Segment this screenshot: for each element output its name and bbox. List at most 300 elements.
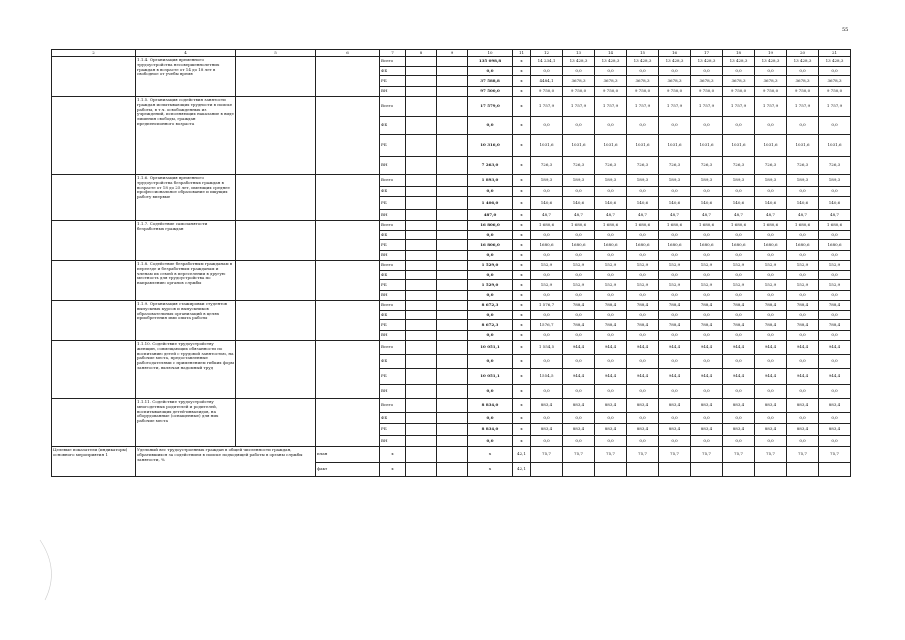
empty-cell bbox=[437, 135, 468, 157]
year-value: 1 757,9 bbox=[659, 97, 691, 117]
x-mark: х bbox=[513, 135, 531, 157]
year-value: 0,0 bbox=[723, 311, 755, 320]
empty-cell bbox=[437, 76, 468, 87]
year-value: 726,3 bbox=[627, 157, 659, 175]
x-mark: х bbox=[513, 436, 531, 447]
empty-cell bbox=[406, 320, 437, 331]
year-value: 13 428,3 bbox=[595, 57, 627, 67]
year-value: 883,4 bbox=[691, 424, 723, 436]
year-value: 0,0 bbox=[787, 251, 819, 261]
year-value: 726,3 bbox=[691, 157, 723, 175]
year-value: 3678,3 bbox=[819, 76, 851, 87]
year-value: 883,4 bbox=[563, 424, 595, 436]
x-mark: х bbox=[513, 311, 531, 320]
x-mark: х bbox=[513, 291, 531, 301]
x-mark: х bbox=[513, 221, 531, 231]
year-value: 189,3 bbox=[531, 175, 563, 187]
year-value: 1 680,6 bbox=[819, 221, 851, 231]
year-value: 189,3 bbox=[691, 175, 723, 187]
year-value: 944,4 bbox=[595, 369, 627, 385]
empty-cell bbox=[406, 301, 437, 311]
year-value: 0,0 bbox=[659, 436, 691, 447]
year-value: 189,3 bbox=[659, 175, 691, 187]
column-number-header: 17 bbox=[691, 50, 723, 57]
year-value: 152,9 bbox=[659, 261, 691, 271]
year-value: 0,0 bbox=[787, 117, 819, 135]
empty-cell bbox=[406, 210, 437, 221]
year-value: 0,0 bbox=[659, 331, 691, 341]
empty-cell bbox=[406, 97, 437, 117]
empty-cell bbox=[236, 261, 316, 301]
total-amount: 0,0 bbox=[468, 331, 513, 341]
year-value: 883,4 bbox=[563, 399, 595, 413]
year-value: 0,0 bbox=[659, 291, 691, 301]
empty-cell bbox=[437, 175, 468, 187]
year-value: 1031,6 bbox=[723, 135, 755, 157]
x-mark: х bbox=[513, 424, 531, 436]
year-value: 0,0 bbox=[755, 251, 787, 261]
year-value: 0,0 bbox=[531, 67, 563, 76]
year-value: 0,0 bbox=[723, 67, 755, 76]
year-value: 0,0 bbox=[659, 311, 691, 320]
column-number-header: 14 bbox=[595, 50, 627, 57]
year-value: 3678,3 bbox=[787, 76, 819, 87]
funding-source: РБ bbox=[380, 135, 406, 157]
funding-source: Всего bbox=[380, 261, 406, 271]
total-amount: 8 672,3 bbox=[468, 301, 513, 311]
column-number-header: 9 bbox=[437, 50, 468, 57]
year-value: 944,4 bbox=[723, 341, 755, 355]
empty-cell bbox=[437, 355, 468, 369]
year-value: 0,0 bbox=[691, 436, 723, 447]
year-value: 152,9 bbox=[627, 261, 659, 271]
total-amount: 0,0 bbox=[468, 67, 513, 76]
x-mark: х bbox=[380, 447, 406, 463]
year-value: 0,0 bbox=[691, 385, 723, 399]
year-value: 1680,6 bbox=[595, 240, 627, 251]
empty-cell bbox=[52, 301, 136, 341]
year-value: 0,0 bbox=[531, 291, 563, 301]
year-value: 726,3 bbox=[531, 157, 563, 175]
year-value: 152,9 bbox=[595, 280, 627, 291]
total-amount: 16 806,0 bbox=[468, 240, 513, 251]
x-mark: х bbox=[513, 261, 531, 271]
year-value: 0,0 bbox=[787, 331, 819, 341]
total-amount: 37 588,8 bbox=[468, 76, 513, 87]
year-value: 189,3 bbox=[819, 175, 851, 187]
year-value: 1680,6 bbox=[723, 240, 755, 251]
budget-table-sheet bbox=[51, 49, 851, 477]
empty-cell bbox=[406, 187, 437, 197]
year-value: 1 576,7 bbox=[531, 301, 563, 311]
year-value: 0,0 bbox=[691, 311, 723, 320]
year-value: 788,4 bbox=[563, 320, 595, 331]
year-value: 189,3 bbox=[787, 175, 819, 187]
year-value: 0,0 bbox=[595, 67, 627, 76]
empty-cell bbox=[406, 331, 437, 341]
year-value: 13 428,3 bbox=[627, 57, 659, 67]
funding-source: ФБ bbox=[380, 271, 406, 280]
column-number-header: 16 bbox=[659, 50, 691, 57]
year-value: 1 680,6 bbox=[563, 221, 595, 231]
year-value: 0,0 bbox=[627, 413, 659, 424]
empty-cell bbox=[406, 291, 437, 301]
year-value: 75,7 bbox=[563, 447, 595, 463]
year-value: 0,0 bbox=[723, 436, 755, 447]
year-value: 0,0 bbox=[531, 231, 563, 240]
empty-cell bbox=[437, 369, 468, 385]
year-value: 1031,6 bbox=[531, 135, 563, 157]
year-value: 189,3 bbox=[723, 175, 755, 187]
empty-cell bbox=[437, 117, 468, 135]
year-value: 0,0 bbox=[723, 271, 755, 280]
year-value: 0,0 bbox=[595, 251, 627, 261]
year-value: 152,9 bbox=[595, 261, 627, 271]
year-value: 48,7 bbox=[691, 210, 723, 221]
total-amount: 1 406,0 bbox=[468, 197, 513, 210]
empty-cell bbox=[406, 413, 437, 424]
empty-cell bbox=[437, 301, 468, 311]
activity-title: 1.1.7. Содействие самозанятости безработных граждан bbox=[136, 221, 236, 261]
x-mark: х bbox=[513, 87, 531, 97]
empty-cell bbox=[236, 57, 316, 97]
empty-cell bbox=[52, 399, 136, 447]
year-value: 0,0 bbox=[755, 331, 787, 341]
activity-title: 1.1.5. Организация содействия занятости граждан испытывающих трудности в поиске работы, в т.ч. освобожденных из учреждений, исполняющих наказание в виде лишения свободы, граждан предпенсионного возраста bbox=[136, 97, 236, 175]
year-value: 788,4 bbox=[787, 320, 819, 331]
year-value: 0,0 bbox=[563, 291, 595, 301]
x-mark: х bbox=[513, 240, 531, 251]
year-value: 0,0 bbox=[531, 187, 563, 197]
year-value: 0,0 bbox=[659, 67, 691, 76]
year-value: 883,4 bbox=[627, 399, 659, 413]
empty-cell bbox=[406, 117, 437, 135]
empty-cell bbox=[437, 157, 468, 175]
empty-cell bbox=[236, 341, 316, 399]
empty-cell bbox=[437, 231, 468, 240]
year-value: 944,4 bbox=[819, 341, 851, 355]
column-number-header: 20 bbox=[787, 50, 819, 57]
year-value: 152,9 bbox=[691, 280, 723, 291]
empty-cell bbox=[437, 320, 468, 331]
year-value: 0,0 bbox=[531, 436, 563, 447]
empty-cell bbox=[406, 87, 437, 97]
year-value: 944,4 bbox=[723, 369, 755, 385]
x-mark: х bbox=[468, 463, 513, 477]
empty-cell bbox=[406, 175, 437, 187]
indicator-label: Целевые показатели (индикаторы) основного мероприятия 1 bbox=[52, 447, 136, 477]
empty-cell bbox=[236, 399, 316, 447]
year-value: 0,0 bbox=[531, 251, 563, 261]
total-amount: 8 672,3 bbox=[468, 320, 513, 331]
year-value: 1 757,9 bbox=[595, 97, 627, 117]
empty-cell bbox=[437, 261, 468, 271]
year-value: 944,4 bbox=[563, 369, 595, 385]
empty-cell bbox=[437, 87, 468, 97]
year-value bbox=[787, 463, 819, 477]
year-value bbox=[819, 463, 851, 477]
year-value: 9 750,0 bbox=[659, 87, 691, 97]
year-value: 883,4 bbox=[819, 424, 851, 436]
year-value: 3678,3 bbox=[755, 76, 787, 87]
year-value: 883,4 bbox=[627, 424, 659, 436]
year-value: 0,0 bbox=[723, 413, 755, 424]
year-value: 152,9 bbox=[755, 280, 787, 291]
empty-cell bbox=[437, 291, 468, 301]
year-value: 726,3 bbox=[595, 157, 627, 175]
year-value: 944,4 bbox=[819, 369, 851, 385]
year-value: 189,3 bbox=[563, 175, 595, 187]
year-value: 1 680,6 bbox=[531, 221, 563, 231]
year-value: 0,0 bbox=[595, 331, 627, 341]
empty-cell bbox=[52, 175, 136, 221]
year-value: 944,4 bbox=[691, 369, 723, 385]
year-value: 0,0 bbox=[595, 271, 627, 280]
indicator-description: Удельный вес трудоустроенных граждан в общей численности граждан, обратившихся за содействием в поиске подходящей работы в органы службы занятости, % bbox=[136, 447, 316, 477]
year-value: 1 757,9 bbox=[627, 97, 659, 117]
year-value: 3678,3 bbox=[627, 76, 659, 87]
year-value: 0,0 bbox=[627, 187, 659, 197]
empty-cell bbox=[437, 210, 468, 221]
year-value: 883,4 bbox=[595, 424, 627, 436]
total-amount: 1 529,0 bbox=[468, 280, 513, 291]
year-value: 189,3 bbox=[627, 175, 659, 187]
year-value: 0,0 bbox=[563, 385, 595, 399]
year-value: 1680,6 bbox=[787, 240, 819, 251]
x-mark: х bbox=[513, 355, 531, 369]
year-value: 0,0 bbox=[691, 271, 723, 280]
year-value: 75,7 bbox=[723, 447, 755, 463]
year-value: 0,0 bbox=[755, 231, 787, 240]
header-row bbox=[52, 50, 851, 57]
total-amount: 0,0 bbox=[468, 436, 513, 447]
year-value: 0,0 bbox=[723, 231, 755, 240]
year-value: 944,4 bbox=[755, 341, 787, 355]
year-value: 0,0 bbox=[819, 187, 851, 197]
year-value: 140,6 bbox=[595, 197, 627, 210]
year-value: 0,0 bbox=[595, 187, 627, 197]
year-value: 0,0 bbox=[595, 291, 627, 301]
funding-source: ВН bbox=[380, 436, 406, 447]
column-number-header: 15 bbox=[627, 50, 659, 57]
year-value: 0,0 bbox=[819, 311, 851, 320]
x-mark: х bbox=[513, 320, 531, 331]
year-value: 0,0 bbox=[819, 231, 851, 240]
year-value: 48,7 bbox=[659, 210, 691, 221]
total-amount: 0,0 bbox=[468, 117, 513, 135]
empty-cell bbox=[52, 57, 136, 97]
year-value: 788,4 bbox=[787, 301, 819, 311]
empty-cell bbox=[316, 341, 380, 399]
year-value: 0,0 bbox=[755, 413, 787, 424]
year-value: 1 757,9 bbox=[755, 97, 787, 117]
year-value: 0,0 bbox=[755, 187, 787, 197]
funding-source: РБ bbox=[380, 197, 406, 210]
year-value: 0,0 bbox=[563, 67, 595, 76]
table-row bbox=[52, 175, 851, 187]
activity-title: 1.1.6. Организация временного трудоустройства безработных граждан в возрасте от 18 до 25 лет, имеющих среднее профессиональное образование и ищущих работу впервые bbox=[136, 175, 236, 221]
total-amount: 10 051,1 bbox=[468, 341, 513, 355]
year-value: 152,9 bbox=[659, 280, 691, 291]
empty-cell bbox=[52, 261, 136, 301]
total-amount: 0,0 bbox=[468, 271, 513, 280]
year-value: 0,0 bbox=[531, 413, 563, 424]
total-amount: 0,0 bbox=[468, 413, 513, 424]
year-value: 788,4 bbox=[659, 301, 691, 311]
year-value: 1 680,6 bbox=[691, 221, 723, 231]
column-number-header: 19 bbox=[755, 50, 787, 57]
empty-cell bbox=[437, 385, 468, 399]
year-value: 140,6 bbox=[531, 197, 563, 210]
x-mark: х bbox=[513, 280, 531, 291]
year-value: 152,9 bbox=[531, 280, 563, 291]
year-value: 788,4 bbox=[723, 320, 755, 331]
activity-title: 1.1.8. Содействие безработным гражданам в переезде и безработным гражданам и членам их семей в переселении в другую местность для трудоустройства по направлению органов службы bbox=[136, 261, 236, 301]
year-value: 883,4 bbox=[531, 424, 563, 436]
empty-cell bbox=[406, 261, 437, 271]
funding-source: Всего bbox=[380, 221, 406, 231]
year-value: 0,0 bbox=[627, 271, 659, 280]
funding-source: Всего bbox=[380, 175, 406, 187]
year-value: 944,4 bbox=[659, 369, 691, 385]
year-value: 0,0 bbox=[563, 231, 595, 240]
funding-source: ФБ bbox=[380, 413, 406, 424]
year-value: 189,3 bbox=[755, 175, 787, 187]
year-value: 1 757,9 bbox=[819, 97, 851, 117]
year-value: 788,4 bbox=[563, 301, 595, 311]
year-value: 0,0 bbox=[627, 251, 659, 261]
plan-fact-label: план bbox=[316, 447, 380, 463]
funding-source: ФБ bbox=[380, 67, 406, 76]
x-mark: х bbox=[513, 341, 531, 355]
x-mark: х bbox=[380, 463, 406, 477]
year-value: 0,0 bbox=[563, 331, 595, 341]
total-amount: 0,0 bbox=[468, 385, 513, 399]
funding-source: ВН bbox=[380, 251, 406, 261]
year-value: 152,9 bbox=[723, 280, 755, 291]
year-value: 0,0 bbox=[755, 385, 787, 399]
year-value: 0,0 bbox=[659, 413, 691, 424]
total-amount: 0,0 bbox=[468, 291, 513, 301]
empty-cell bbox=[316, 261, 380, 301]
funding-source: РБ bbox=[380, 76, 406, 87]
empty-cell bbox=[437, 271, 468, 280]
year-value: 75,7 bbox=[787, 447, 819, 463]
year-value: 1 680,6 bbox=[787, 221, 819, 231]
year-value: 788,4 bbox=[595, 301, 627, 311]
empty-cell bbox=[437, 424, 468, 436]
empty-cell bbox=[437, 187, 468, 197]
year-value: 0,0 bbox=[531, 117, 563, 135]
year-value: 152,9 bbox=[691, 261, 723, 271]
year-value: 883,4 bbox=[659, 424, 691, 436]
year-value: 1680,6 bbox=[531, 240, 563, 251]
year-value: 944,4 bbox=[691, 341, 723, 355]
year-value: 0,0 bbox=[531, 355, 563, 369]
table-row bbox=[52, 399, 851, 413]
x-mark: х bbox=[513, 251, 531, 261]
x-mark: х bbox=[513, 175, 531, 187]
year-value: 726,3 bbox=[787, 157, 819, 175]
column-number-header: 18 bbox=[723, 50, 755, 57]
year-value: 0,0 bbox=[723, 355, 755, 369]
year-value: 883,4 bbox=[723, 399, 755, 413]
year-value: 1680,6 bbox=[659, 240, 691, 251]
x-mark: х bbox=[513, 301, 531, 311]
year-value: 1031,6 bbox=[595, 135, 627, 157]
empty-cell bbox=[406, 271, 437, 280]
x-mark: х bbox=[513, 210, 531, 221]
year-value: 48,7 bbox=[563, 210, 595, 221]
year-value: 3678,3 bbox=[659, 76, 691, 87]
empty-cell bbox=[406, 424, 437, 436]
year-value: 0,0 bbox=[691, 117, 723, 135]
year-value: 140,6 bbox=[819, 197, 851, 210]
year-value: 0,0 bbox=[595, 436, 627, 447]
total-amount: 17 579,0 bbox=[468, 97, 513, 117]
activity-title: 1.1.4. Организация временного трудоустройства несовершеннолетних граждан в возрасте от 14 до 18 лет в свободное от учебы время bbox=[136, 57, 236, 97]
year-value: 0,0 bbox=[659, 231, 691, 240]
total-amount: 8 834,0 bbox=[468, 399, 513, 413]
year-value: 3678,3 bbox=[691, 76, 723, 87]
empty-cell bbox=[437, 97, 468, 117]
empty-cell bbox=[52, 341, 136, 399]
year-value: 0,0 bbox=[819, 385, 851, 399]
year-value: 140,6 bbox=[659, 197, 691, 210]
year-value: 0,0 bbox=[755, 271, 787, 280]
year-value: 788,4 bbox=[595, 320, 627, 331]
empty-cell bbox=[236, 175, 316, 221]
year-value bbox=[691, 463, 723, 477]
empty-cell bbox=[316, 57, 380, 97]
year-value: 152,9 bbox=[787, 261, 819, 271]
column-number-header: 2 bbox=[52, 50, 136, 57]
year-value: 0,0 bbox=[819, 271, 851, 280]
x-mark: х bbox=[513, 117, 531, 135]
year-value: 0,0 bbox=[627, 67, 659, 76]
year-value: 788,4 bbox=[723, 301, 755, 311]
year-value bbox=[531, 463, 563, 477]
year-value: 13 428,3 bbox=[755, 57, 787, 67]
empty-cell bbox=[437, 251, 468, 261]
year-value: 788,4 bbox=[819, 301, 851, 311]
year-value: 152,9 bbox=[627, 280, 659, 291]
year-value: 152,9 bbox=[563, 261, 595, 271]
year-value: 1 680,6 bbox=[595, 221, 627, 231]
year-value: 9 750,0 bbox=[531, 87, 563, 97]
total-amount: 10 316,0 bbox=[468, 135, 513, 157]
funding-source: РБ bbox=[380, 320, 406, 331]
year-value: 48,7 bbox=[819, 210, 851, 221]
year-value: 140,6 bbox=[787, 197, 819, 210]
year-value: 3678,3 bbox=[595, 76, 627, 87]
year-value: 726,3 bbox=[819, 157, 851, 175]
year-value: 0,0 bbox=[595, 117, 627, 135]
empty-cell bbox=[437, 436, 468, 447]
year-value: 0,0 bbox=[819, 117, 851, 135]
year-value bbox=[723, 463, 755, 477]
funding-source: ФБ bbox=[380, 187, 406, 197]
empty-cell bbox=[437, 57, 468, 67]
funding-source: Всего bbox=[380, 301, 406, 311]
year-value: 75,7 bbox=[595, 447, 627, 463]
year-value: 0,0 bbox=[563, 311, 595, 320]
x-mark: х bbox=[513, 331, 531, 341]
year-value: 48,7 bbox=[531, 210, 563, 221]
year-value: 0,0 bbox=[691, 291, 723, 301]
year-value: 788,4 bbox=[691, 320, 723, 331]
year-value: 883,4 bbox=[531, 399, 563, 413]
